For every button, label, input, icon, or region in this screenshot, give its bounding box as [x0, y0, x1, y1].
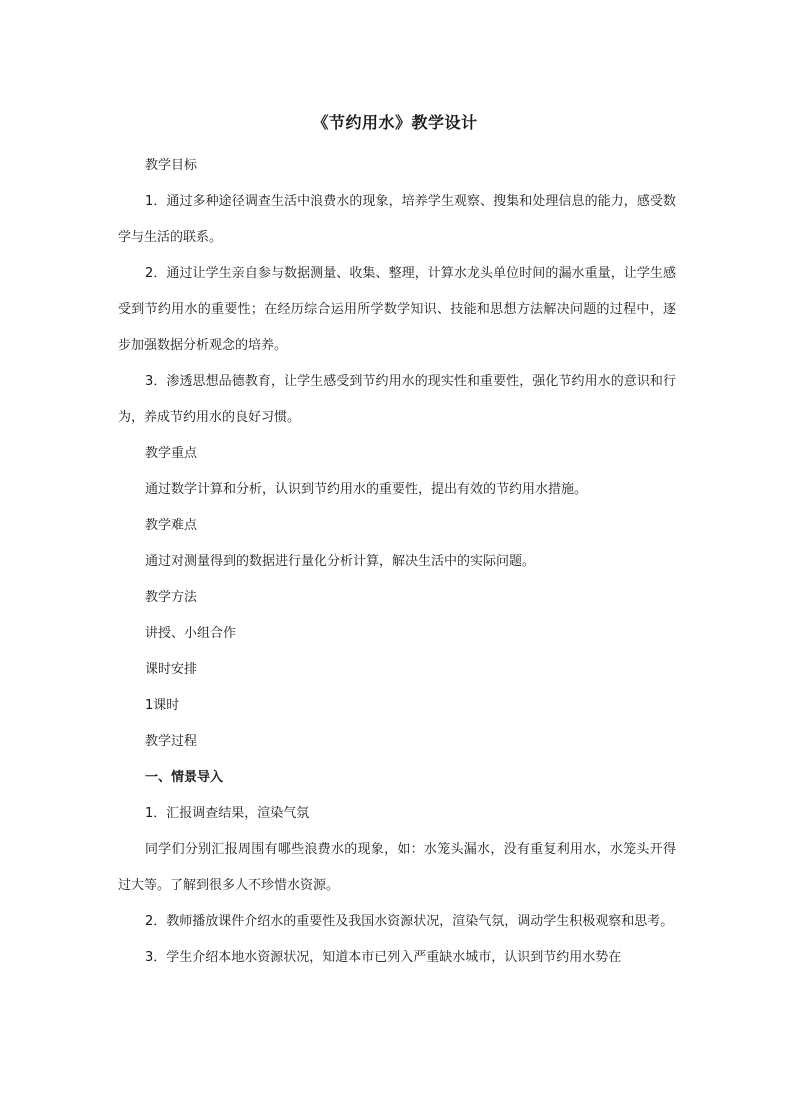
methods-text: 讲授、小组合作	[145, 626, 237, 641]
key-points-text: 通过数学计算和分析，认识到节约用水的重要性，提出有效的节约用水措施。	[145, 482, 588, 497]
objective-2: 2．通过让学生亲自参与数据测量、收集、整理，计算水龙头单位时间的漏水重量，让学生感受到节约用水的重要性；在经历综合运用所学数学知识、技能和思想方法解决问题的过程中，逐步加强数据分析观念的培养。	[118, 266, 676, 353]
objective-1: 1．通过多种途径调查生活中浪费水的现象，培养学生观察、搜集和处理信息的能力，感受数学与生活的联系。	[118, 194, 676, 245]
document-title: 《节约用水》教学设计	[312, 113, 478, 132]
heading-process: 教学过程	[145, 734, 198, 749]
difficulties-text: 通过对测量得到的数据进行量化分析计算，解决生活中的实际问题。	[145, 554, 536, 569]
heading-schedule: 课时安排	[145, 662, 198, 677]
heading-methods: 教学方法	[145, 590, 198, 605]
heading-key-points: 教学重点	[145, 446, 198, 461]
heading-teaching-objectives: 教学目标	[145, 158, 198, 173]
heading-difficulties: 教学难点	[145, 518, 198, 533]
step-3-text: 3．学生介绍本地水资源状况，知道本市已列入严重缺水城市，认识到节约用水势在	[145, 950, 622, 965]
step-1-title: 1．汇报调查结果，渲染气氛	[145, 806, 310, 821]
section-scene-intro: 一、情景导入	[145, 770, 224, 785]
step-2-text: 2．教师播放课件介绍水的重要性及我国水资源状况，渲染气氛，调动学生积极观察和思考。	[145, 914, 674, 929]
schedule-text: 1课时	[145, 698, 180, 713]
objective-3: 3．渗透思想品德教育，让学生感受到节约用水的现实性和重要性，强化节约用水的意识和行为，养成节约用水的良好习惯。	[118, 374, 676, 425]
step-1-text: 同学们分别汇报周围有哪些浪费水的现象，如：水笼头漏水，没有重复利用水，水笼头开得过大等。了解到很多人不珍惜水资源。	[118, 842, 676, 893]
document-body	[118, 148, 676, 976]
